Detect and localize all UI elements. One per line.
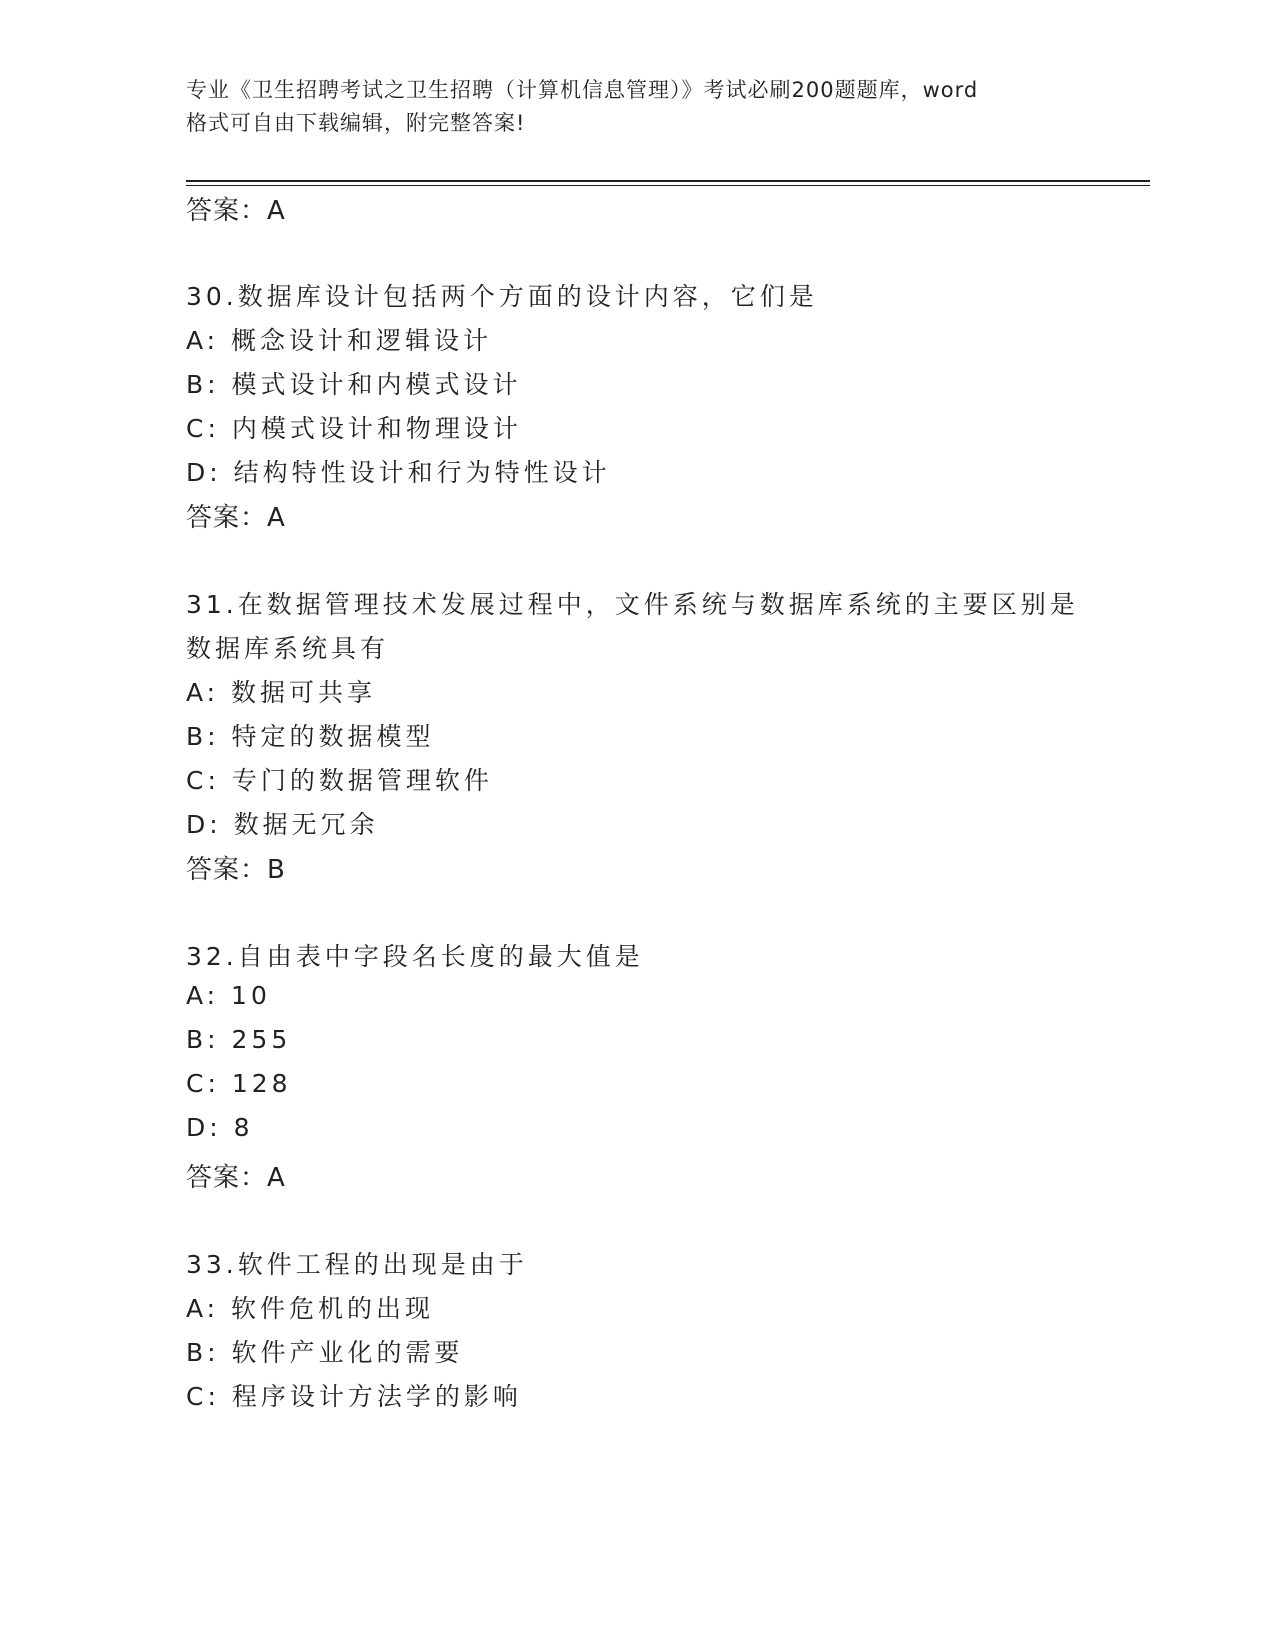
question-stem: 31.在数据管理技术发展过程中，文件系统与数据库系统的主要区别是 [186,590,1079,619]
question-stem: 33.软件工程的出现是由于 [186,1250,528,1279]
question-stem-continued: 数据库系统具有 [186,634,390,663]
header-line-1: 专业《卫生招聘考试之卫生招聘（计算机信息管理）》考试必刷200题题库，word [186,78,979,102]
option-d: D: 结构特性设计和行为特性设计 [186,458,611,487]
header-rule-thick [186,180,1150,182]
option-a: A: 软件危机的出现 [186,1294,435,1323]
answer-text: 答案：A [186,1163,286,1193]
option-d: D: 8 [186,1113,254,1142]
option-a: A: 概念设计和逻辑设计 [186,326,493,355]
option-b: B: 特定的数据模型 [186,722,435,751]
answer-text: 答案：A [186,196,286,226]
option-a: A: 10 [186,981,271,1010]
question-stem: 30.数据库设计包括两个方面的设计内容，它们是 [186,282,818,311]
document-header [186,74,1086,140]
option-b: B: 模式设计和内模式设计 [186,370,522,399]
option-d: D: 数据无冗余 [186,810,379,839]
header-rule-thin [186,185,1150,186]
header-line-2: 格式可自由下载编辑，附完整答案! [186,111,526,135]
option-a: A: 数据可共享 [186,678,377,707]
option-c: C: 程序设计方法学的影响 [186,1382,522,1411]
option-b: B: 255 [186,1025,292,1054]
option-b: B: 软件产业化的需要 [186,1338,464,1367]
option-c: C: 内模式设计和物理设计 [186,414,522,443]
option-c: C: 128 [186,1069,292,1098]
question-stem: 32.自由表中字段名长度的最大值是 [186,942,644,971]
option-c: C: 专门的数据管理软件 [186,766,493,795]
answer-text: 答案：A [186,503,286,533]
answer-text: 答案：B [186,855,286,885]
